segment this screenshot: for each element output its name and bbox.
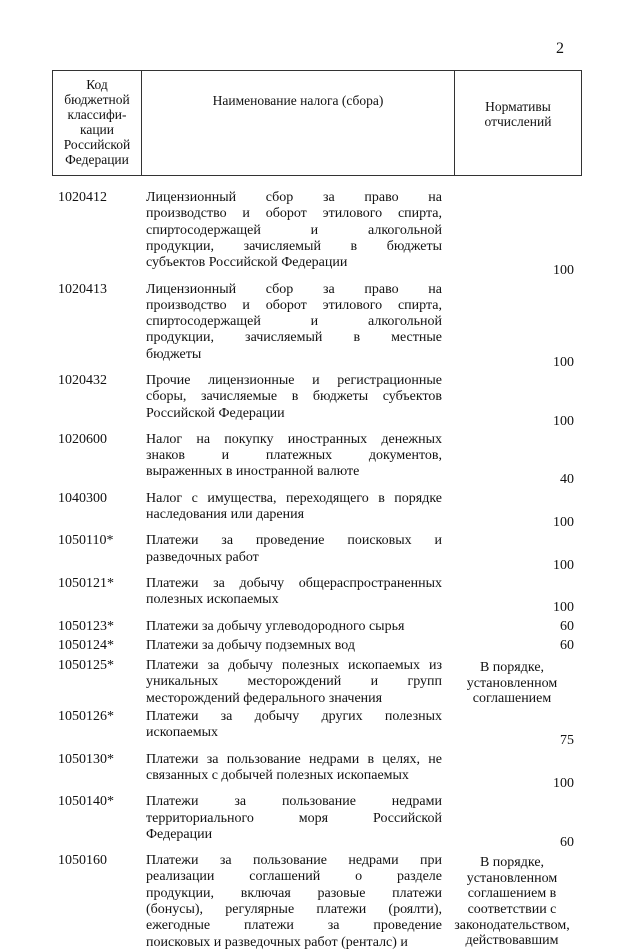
tax-name-line: Прочие лицензионные и регистрационные <box>146 373 442 388</box>
header-name-text: Наименование налога (сбора) <box>212 93 384 108</box>
tax-name <box>146 533 442 566</box>
tax-name-line: выраженных в иностранной валюте <box>146 464 360 480</box>
deduction-norm-value: 60 <box>560 618 574 634</box>
tax-name <box>146 794 442 843</box>
tax-name-line: поисковых и разведочных работ (ренталс) и <box>146 934 408 950</box>
tax-name <box>146 853 442 951</box>
tax-name-line: ископаемых <box>146 725 218 741</box>
deduction-norm-line: В порядке, <box>479 855 545 871</box>
tax-name-line: ежегодные платежи за проведение <box>146 918 442 934</box>
budget-code: 1050140* <box>58 794 114 810</box>
tax-name-line: Платежи за добычу полезных ископаемых из <box>146 658 442 674</box>
tax-name-line: месторождений федерального значения <box>146 690 383 706</box>
deduction-norm-line: соглашением <box>472 691 552 707</box>
header-code-line: Российской <box>63 137 131 152</box>
budget-code: 1050124* <box>58 638 114 654</box>
deduction-norm-line: законодательством, <box>454 917 570 933</box>
deduction-norm-value: 100 <box>553 600 574 616</box>
header-code-line: Код <box>86 77 108 92</box>
tax-name-line: Лицензионный сбор за право на <box>146 281 442 297</box>
tax-name-line: производство и оборот этилового спирта, <box>146 297 442 313</box>
tax-name-line: Платежи за добычу общераспространенных <box>146 576 442 591</box>
tax-name <box>146 491 442 524</box>
tax-name-line: Платежи за пользование недрами при <box>146 853 442 869</box>
deduction-norm-line: действовавшим <box>465 933 559 949</box>
budget-code: 1020412 <box>58 190 107 205</box>
header-code-line: бюджетной <box>64 92 130 107</box>
tax-name-line: Федерации <box>146 826 213 842</box>
tax-name-line: Платежи за добычу других полезных <box>146 709 442 725</box>
deduction-norm-value: 100 <box>553 354 574 370</box>
tax-name <box>146 190 442 271</box>
budget-code: 1020432 <box>58 373 107 388</box>
tax-name <box>146 658 442 707</box>
tax-name-line: спиртосодержащей и алкогольной <box>146 314 442 330</box>
budget-code: 1050125* <box>58 658 114 674</box>
deduction-norm-value: 100 <box>553 263 574 279</box>
tax-name-line: продукции, включая разовые платежи <box>146 885 442 901</box>
tax-name <box>146 432 442 481</box>
tax-name-line: полезных ископаемых <box>146 592 279 608</box>
tax-name-line: уникальных месторождений и групп <box>146 674 442 690</box>
budget-code: 1050160 <box>58 853 107 869</box>
deduction-norm-line: В порядке, <box>479 660 545 676</box>
header-code-line: классифи- <box>67 107 127 122</box>
tax-name-line: Российской Федерации <box>146 405 285 421</box>
header-code-line: Федерации <box>65 152 129 167</box>
budget-code: 1050110* <box>58 533 114 549</box>
tax-name <box>146 576 442 609</box>
tax-name-line: производство и оборот этилового спирта, <box>146 206 442 222</box>
page-number: 2 <box>556 40 564 57</box>
header-norm-line: отчислений <box>484 114 552 129</box>
budget-code: 1050123* <box>58 618 114 634</box>
tax-name-line: связанных с добычей полезных ископаемых <box>146 767 409 783</box>
header-code-column <box>52 71 142 175</box>
tax-name-line: продукции, зачисляемый в бюджеты <box>146 238 442 254</box>
budget-code: 1020413 <box>58 281 107 297</box>
deduction-norm-value: 75 <box>560 733 574 749</box>
header-code-line: кации <box>79 122 115 137</box>
tax-name <box>146 373 442 422</box>
tax-name <box>146 619 442 635</box>
header-name-column <box>142 71 455 175</box>
tax-name-line: Платежи за добычу подземных вод <box>146 638 356 654</box>
tax-name-line: Платежи за добычу углеводородного сырья <box>146 618 405 634</box>
tax-name <box>146 638 442 654</box>
tax-name <box>146 752 442 785</box>
tax-name-line: разведочных работ <box>146 549 259 565</box>
tax-name-line: Лицензионный сбор за право на <box>146 190 442 205</box>
deduction-norm-value: 40 <box>560 472 574 488</box>
deduction-norm-line: установленном <box>466 675 558 691</box>
header-norm-line: Нормативы <box>485 99 551 114</box>
tax-name-line: реализации соглашений о разделе <box>146 869 442 885</box>
deduction-norm-value: 100 <box>553 515 574 531</box>
tax-name <box>146 282 442 363</box>
budget-code: 1050121* <box>58 576 114 591</box>
tax-name-line: (бонусы), регулярные платежи (роялти), <box>146 902 442 918</box>
tax-name <box>146 709 442 742</box>
deduction-norm-value: 100 <box>553 557 574 573</box>
tax-name-line: бюджеты <box>146 346 202 362</box>
tax-name-line: наследования или дарения <box>146 507 305 523</box>
budget-code: 1040300 <box>58 490 107 506</box>
header-norm-column <box>455 71 582 175</box>
tax-name-line: Платежи за пользование недрами в целях, не <box>146 751 442 767</box>
tax-name-line: Налог на покупку иностранных денежных <box>146 431 442 447</box>
deduction-norm-value: 60 <box>560 638 574 654</box>
deduction-norm-line: установленном <box>466 870 558 886</box>
tax-name-line: сборы, зачисляемые в бюджеты субъектов <box>146 389 442 405</box>
tax-name-line: Платежи за проведение поисковых и <box>146 533 442 549</box>
tax-name-line: территориального моря Российской <box>146 810 442 826</box>
tax-name-line: знаков и платежных документов, <box>146 448 442 464</box>
tax-name-line: спиртосодержащей и алкогольной <box>146 222 442 238</box>
deduction-norm-text <box>450 855 574 949</box>
tax-name-line: продукции, зачисляемый в местные <box>146 330 442 346</box>
deduction-norm-value: 100 <box>553 413 574 429</box>
budget-code: 1050126* <box>58 709 114 725</box>
deduction-norm-value: 60 <box>560 834 574 850</box>
budget-code: 1020600 <box>58 431 107 447</box>
deduction-norm-line: соглашением в <box>467 886 557 902</box>
budget-code: 1050130* <box>58 751 114 767</box>
tax-name-line: субъектов Российской Федерации <box>146 255 348 271</box>
tax-name-line: Платежи за пользование недрами <box>146 794 442 810</box>
deduction-norm-text <box>450 660 574 707</box>
tax-name-line: Налог с имущества, переходящего в порядке <box>146 490 442 506</box>
deduction-norm-line: соответствии с <box>467 901 557 917</box>
deduction-norm-value: 100 <box>553 775 574 791</box>
table-header <box>52 70 582 176</box>
